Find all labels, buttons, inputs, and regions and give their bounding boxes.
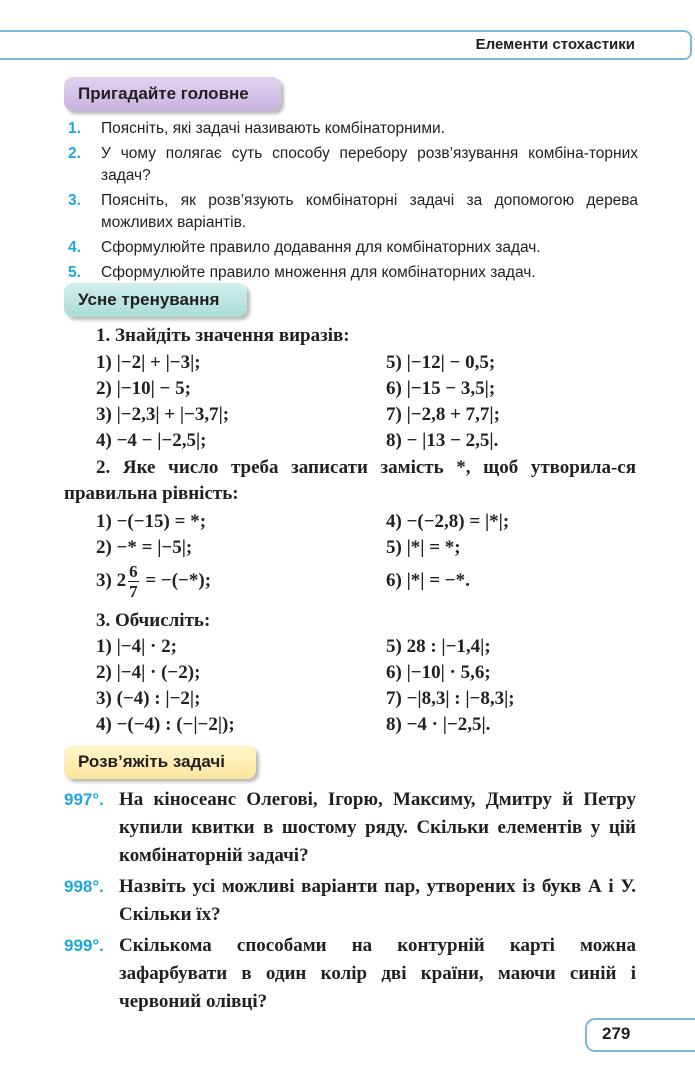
mixed-number-prefix: 3) 2 — [96, 570, 127, 591]
recall-question — [68, 190, 638, 234]
fraction-numerator: 6 — [129, 562, 138, 582]
recall-section-heading: Пригадайте головне — [64, 77, 281, 111]
calculation-item: 6) |−10| · 5,6; — [386, 662, 491, 683]
task-number: 998°. — [64, 877, 104, 896]
equation-item: 6) |*| = −*. — [386, 570, 470, 591]
task-text: Назвіть усі можливі варіанти пар, утворених із букв А і У. Скільки їх? — [119, 876, 636, 925]
oral-section-heading: Усне тренування — [64, 283, 247, 317]
equation-item: 5) |*| = *; — [386, 537, 461, 558]
expression-item: 5) |−12| − 0,5; — [386, 352, 496, 373]
chapter-title: Елементи стохастики — [475, 36, 635, 53]
question-number: 2. — [68, 145, 81, 162]
equation-suffix: = −(−*); — [145, 570, 212, 591]
exercise-3-intro: 3. Обчисліть: — [96, 610, 211, 631]
question-text: Поясніть, які задачі називають комбінаторними. — [101, 120, 445, 137]
calculation-item: 3) (−4) : |−2|; — [96, 688, 201, 709]
calculation-item: 8) −4 · |−2,5|. — [386, 714, 491, 735]
question-text: Сформулюйте правило додавання для комбінаторних задач. — [101, 239, 541, 256]
calculation-item: 1) |−4| · 2; — [96, 636, 177, 657]
expression-item: 4) −4 − |−2,5|; — [96, 430, 207, 451]
question-text: Поясніть, як розв’язують комбінаторні задачі за допомогою дерева можливих варіантів. — [101, 192, 638, 231]
fraction — [128, 562, 139, 601]
task-item — [64, 932, 636, 1016]
task-item — [64, 873, 636, 929]
expression-item: 2) |−10| − 5; — [96, 378, 191, 399]
task-item — [64, 786, 636, 870]
calculation-item: 7) −|8,3| : |−8,3|; — [386, 688, 515, 709]
expression-item: 6) |−15 − 3,5|; — [386, 378, 496, 399]
calculation-item: 4) −(−4) : (−|−2|); — [96, 714, 235, 735]
solve-section-heading: Розв’яжіть задачі — [64, 745, 256, 779]
expression-item: 8) − |13 − 2,5|. — [386, 430, 499, 451]
expression-item: 1) |−2| + |−3|; — [96, 352, 201, 373]
equation-item: 1) −(−15) = *; — [96, 511, 207, 532]
page-number: 279 — [602, 1024, 631, 1043]
equation-item-fraction — [96, 562, 211, 601]
task-text: Скількома способами на контурній карті можна зафарбувати в один колір дві країни, маючи синій і червоний олівці? — [119, 935, 636, 1012]
expression-item: 7) |−2,8 + 7,7|; — [386, 404, 500, 425]
equation-item: 4) −(−2,8) = |*|; — [386, 511, 510, 532]
question-text: У чому полягає суть способу перебору розв’язування комбіна-торних задач? — [101, 145, 638, 184]
question-number: 1. — [68, 120, 81, 137]
expression-item: 3) |−2,3| + |−3,7|; — [96, 404, 230, 425]
question-text: Сформулюйте правило множення для комбінаторних задач. — [101, 264, 536, 281]
exercise-2-intro: 2. Яке число треба записати замість *, щоб утворила-ся правильна рівність: — [64, 457, 636, 504]
exercise-1-intro: 1. Знайдіть значення виразів: — [96, 325, 350, 346]
equation-item: 2) −* = |−5|; — [96, 537, 193, 558]
recall-question — [68, 118, 638, 140]
calculation-item: 2) |−4| · (−2); — [96, 662, 201, 683]
recall-question-list — [68, 118, 638, 287]
recall-question — [68, 143, 638, 187]
recall-question — [68, 237, 638, 259]
task-text: На кіносеанс Олегові, Ігорю, Максиму, Дмитру й Петру купили квитки в шостому ряду. Скільки елементів у цій комбінаторній задачі? — [119, 789, 636, 866]
recall-question — [68, 262, 638, 284]
question-number: 4. — [68, 239, 81, 256]
question-number: 3. — [68, 192, 81, 209]
calculation-item: 5) 28 : |−1,4|; — [386, 636, 491, 657]
fraction-denominator: 7 — [129, 582, 138, 602]
task-number: 997°. — [64, 790, 104, 809]
task-number: 999°. — [64, 936, 104, 955]
question-number: 5. — [68, 264, 81, 281]
